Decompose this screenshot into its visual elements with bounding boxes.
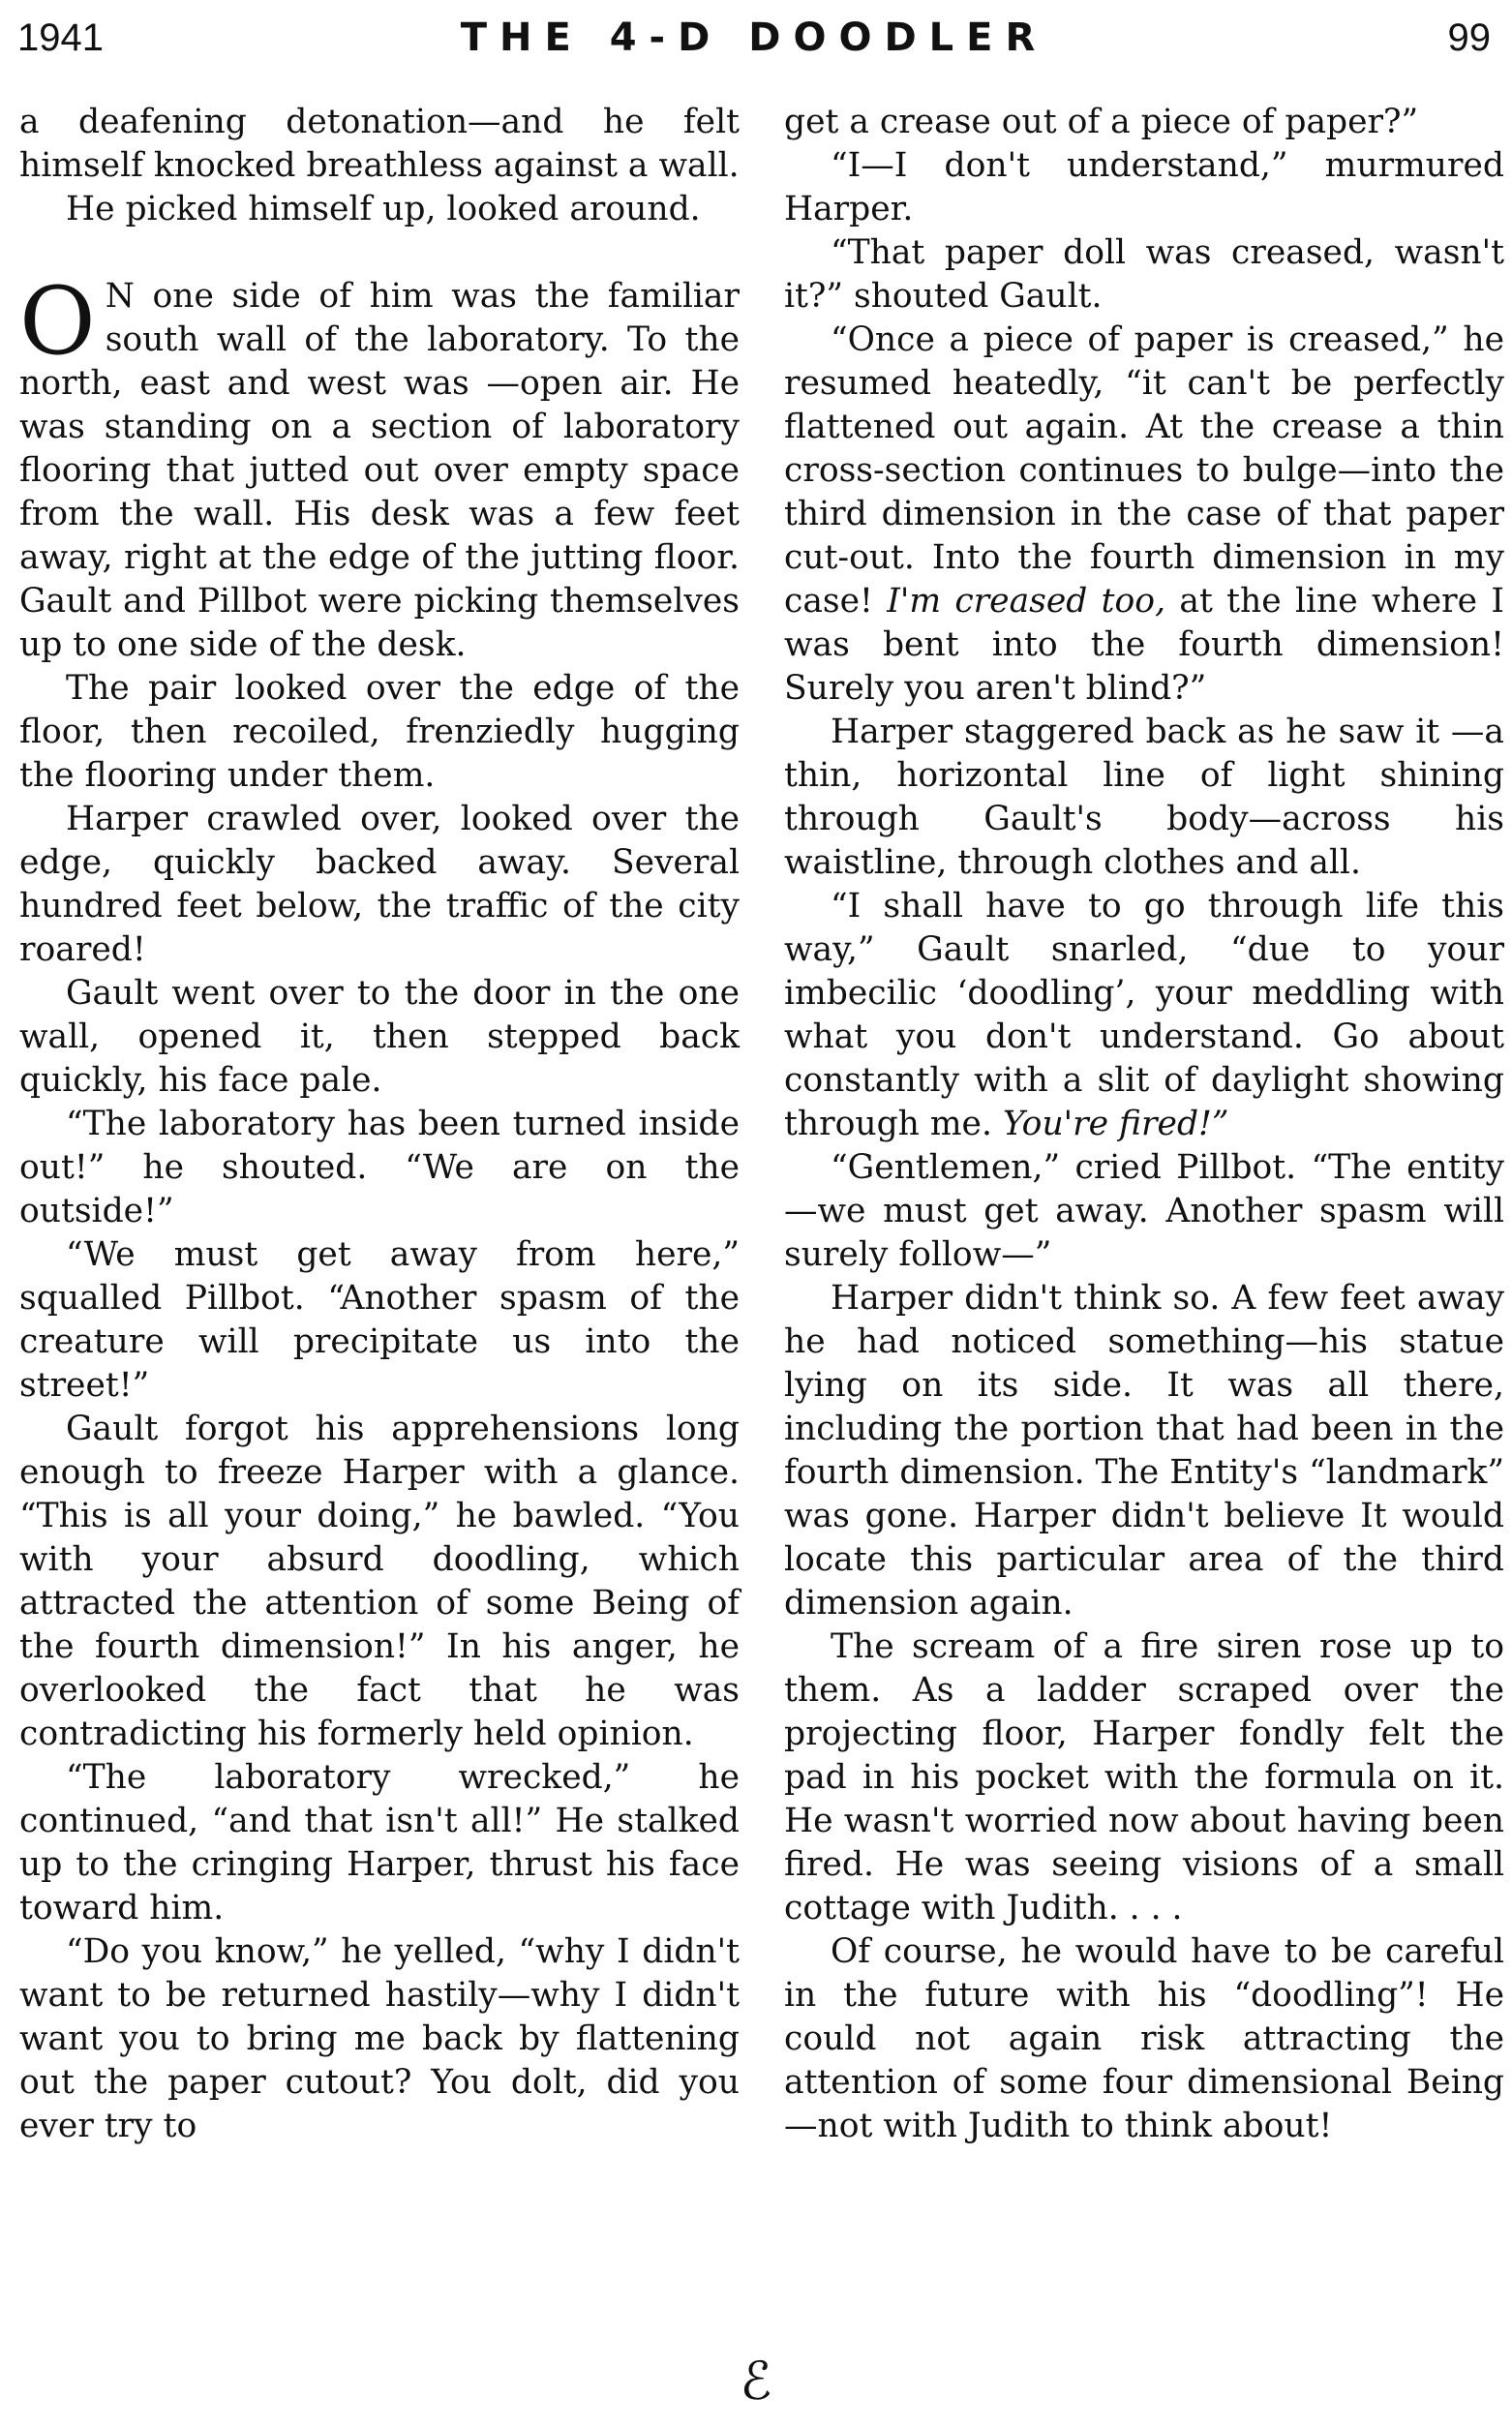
left-column (19, 101, 740, 2148)
emphasis-text: I'm creased too, (887, 582, 1166, 621)
paragraph-text: N one side of him was the familiar south wall of the laboratory. To the north, east and west was —open air. He was standing on a section of laboratory flooring that jutted out over empty space from the wall. His desk was a few feet away, right at the edge of the jutting floor. Gault and Pillbot were picking themselves up to one side of the desk. (19, 277, 740, 664)
paragraph: Harper didn't think so. A few feet away he had noticed something—his statue lying on its side. It was all there, including the portion that had been in the fourth dimension. The Entity's “landmark” was gone. Harper didn't believe It would locate this particular area of the third dimension again. (784, 1279, 1504, 1623)
paragraph: “I—I don't understand,” murmured Harper. (784, 146, 1504, 228)
paragraph: “The laboratory wrecked,” he continued, “and that isn't all!” He stalked up to the cringing Harper, thrust his face toward him. (19, 1758, 740, 1927)
paragraph: He picked himself up, looked around. (66, 190, 701, 228)
running-header (17, 8, 1491, 68)
paragraph: Harper staggered back as he saw it —a thin, horizontal line of light shining through Gault's body—across his waistline, through clothes and all. (784, 713, 1504, 882)
paragraph-text: at the line where I was bent into the fourth dimension! Surely you aren't blind?” (784, 582, 1505, 708)
end-ornament-icon: ℰ (740, 2351, 772, 2412)
paragraph: “Gentlemen,” cried Pillbot. “The entity—we must get away. Another spasm will surely follow—” (784, 1148, 1504, 1274)
paragraph-text: “Once a piece of paper is creased,” he resumed heatedly, “it can't be perfectly flattened out again. At the crease a thin cross-section continues to bulge—into the third dimension in the case of that paper cut-out. Into the fourth dimension in my case! (784, 320, 1504, 621)
page-number: 99 (1447, 16, 1491, 59)
paragraph: a deafening detonation—and he felt himself knocked breathless against a wall. (19, 103, 740, 185)
paragraph: “Do you know,” he yelled, “why I didn't want to be returned hastily—why I didn't want you to bring me back by flattening out the paper cutout? You dolt, did you ever try to (19, 1932, 740, 2145)
section-start-paragraph (19, 267, 740, 667)
paragraph: “The laboratory has been turned inside out!” he shouted. “We are on the outside!” (19, 1105, 740, 1230)
emphasis-text: You're fired!” (1002, 1105, 1229, 1143)
drop-cap: O (19, 267, 96, 376)
paragraph (784, 885, 1504, 1146)
header-title: THE 4-D DOODLER (460, 15, 1048, 60)
paragraph (784, 319, 1504, 711)
paragraph: The scream of a fire siren rose up to them. As a ladder scraped over the projecting floor, Harper fondly felt the pad in his pocket with the formula on it. He wasn't worried now about having been fired. He was seeing visions of a small cottage with Judith. . . . (784, 1627, 1504, 1927)
paragraph: Of course, he would have to be careful in the future with his “doodling”! He could not again risk attracting the attention of some four dimensional Being—not with Judith to think about! (784, 1932, 1504, 2145)
right-column (784, 101, 1504, 2148)
paragraph-text: “I shall have to go through life this way,” Gault snarled, “due to your imbecilic ‘doodling’, your meddling with what you don't understand. Go about constantly with a slit of daylight showing through me. (784, 887, 1504, 1143)
paragraph: “We must get away from here,” squalled Pillbot. “Another spasm of the creature will precipitate us into the street!” (19, 1235, 740, 1405)
paragraph: Harper crawled over, looked over the edge, quickly backed away. Several hundred feet below, the traffic of the city roared! (19, 800, 740, 969)
header-year: 1941 (17, 16, 104, 59)
paragraph: get a crease out of a piece of paper?” (784, 103, 1419, 141)
paragraph: Gault went over to the door in the one wall, opened it, then stepped back quickly, his face pale. (19, 974, 740, 1100)
paragraph: “That paper doll was creased, wasn't it?” shouted Gault. (784, 233, 1504, 316)
paragraph: The pair looked over the edge of the floor, then recoiled, frenziedly hugging the flooring under them. (19, 669, 740, 795)
paragraph: Gault forgot his apprehensions long enough to freeze Harper with a glance. “This is all your doing,” he bawled. “You with your absurd doodling, which attracted the attention of some Being of the fourth dimension!” In his anger, he overlooked the fact that he was contradicting his formerly held opinion. (19, 1410, 740, 1753)
